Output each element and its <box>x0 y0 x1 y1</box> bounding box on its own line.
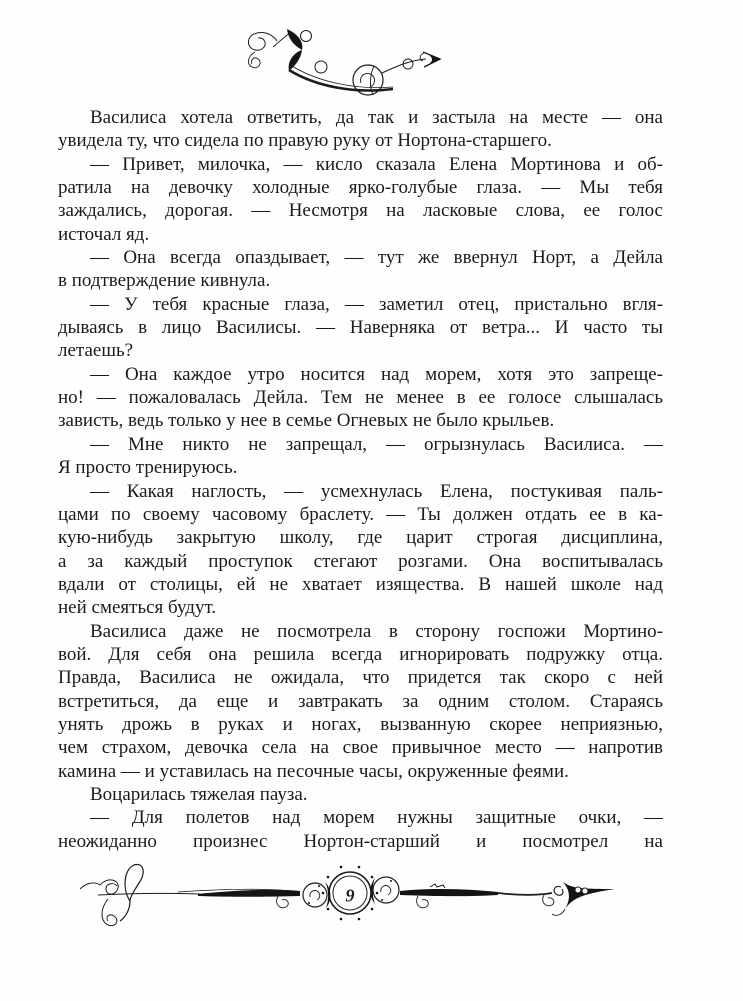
text-line: — Привет, милочка, — кисло сказала Елена Мортинова и об- <box>90 153 663 175</box>
text-line: ратила на девочку холодные ярко-голубые глаза. — Мы тебя <box>58 177 663 199</box>
text-line: Правда, Василиса не ожидала, что придется так скоро с ней <box>58 667 663 689</box>
text-line: камина — и уставилась на песочные часы, окруженные феями. <box>58 760 569 782</box>
text-line: кую-нибудь закрытую школу, где царит строгая дисциплина, <box>58 527 663 549</box>
text-line: Воцарилась тяжелая пауза. <box>90 783 308 805</box>
text-line: вой. Для себя она решила всегда игнорировать подружку отца. <box>58 643 663 665</box>
text-line: но! — пожаловалась Дейла. Тем не менее в ее голосе слышалась <box>58 387 663 409</box>
text-line: — Мне никто не запрещал, — огрызнулась Василиса. — <box>90 433 663 455</box>
page-number: 9 <box>345 885 355 906</box>
text-line: увидела ту, что сидела по правую руку от Нортона-старшего. <box>58 130 552 152</box>
text-line: — Для полетов над морем нужны защитные очки, — <box>90 807 663 829</box>
text-line: источал яд. <box>58 223 150 245</box>
text-line: ней смеяться будут. <box>58 597 217 619</box>
text-line: неожиданно произнес Нортон-старший и посмотрел на <box>58 830 663 852</box>
text-block <box>58 106 663 853</box>
text-line: летаешь? <box>58 340 134 362</box>
header-flourish-icon <box>243 25 443 103</box>
text-line: — У тебя красные глаза, — заметил отец, пристально вгля- <box>90 293 663 315</box>
text-line: чем страхом, девочка села на свое привычное место — напротив <box>58 737 663 759</box>
text-line: а за каждый проступок стегают розгами. Она воспитывалась <box>58 550 663 572</box>
text-line: зависть, ведь только у нее в семье Огневых не было крыльев. <box>58 410 555 432</box>
text-line: Василиса даже не посмотрела в сторону госпожи Мортино- <box>90 620 663 642</box>
text-line: цами по своему часовому браслету. — Ты должен отдать ее в ка- <box>58 503 663 525</box>
text-line: в подтверждение кивнула. <box>58 270 271 292</box>
text-line: Я просто тренируюсь. <box>58 457 238 479</box>
text-line: встретиться, да еще и завтракать за одним столом. Стараясь <box>58 690 663 712</box>
text-line: — Она всегда опаздывает, — тут же ввернул Норт, а Дейла <box>90 247 663 269</box>
text-line: Василиса хотела ответить, да так и застыла на месте — она <box>90 107 663 128</box>
text-line: унять дрожь в руках и ногах, вызванную скорее неприязнью, <box>58 713 663 735</box>
text-line: заждались, дорогая. — Несмотря на ласковые слова, ее голос <box>58 200 663 222</box>
text-line: дываясь в лицо Василисы. — Наверняка от ветра... И часто ты <box>58 317 663 339</box>
text-line: вдали от столицы, ей не хватает изящества. В нашей школе над <box>58 573 663 595</box>
text-line: — Какая наглость, — усмехнулась Елена, постукивая паль- <box>90 480 663 502</box>
text-line: — Она каждое утро носится над морем, хотя это запреще- <box>90 363 663 385</box>
